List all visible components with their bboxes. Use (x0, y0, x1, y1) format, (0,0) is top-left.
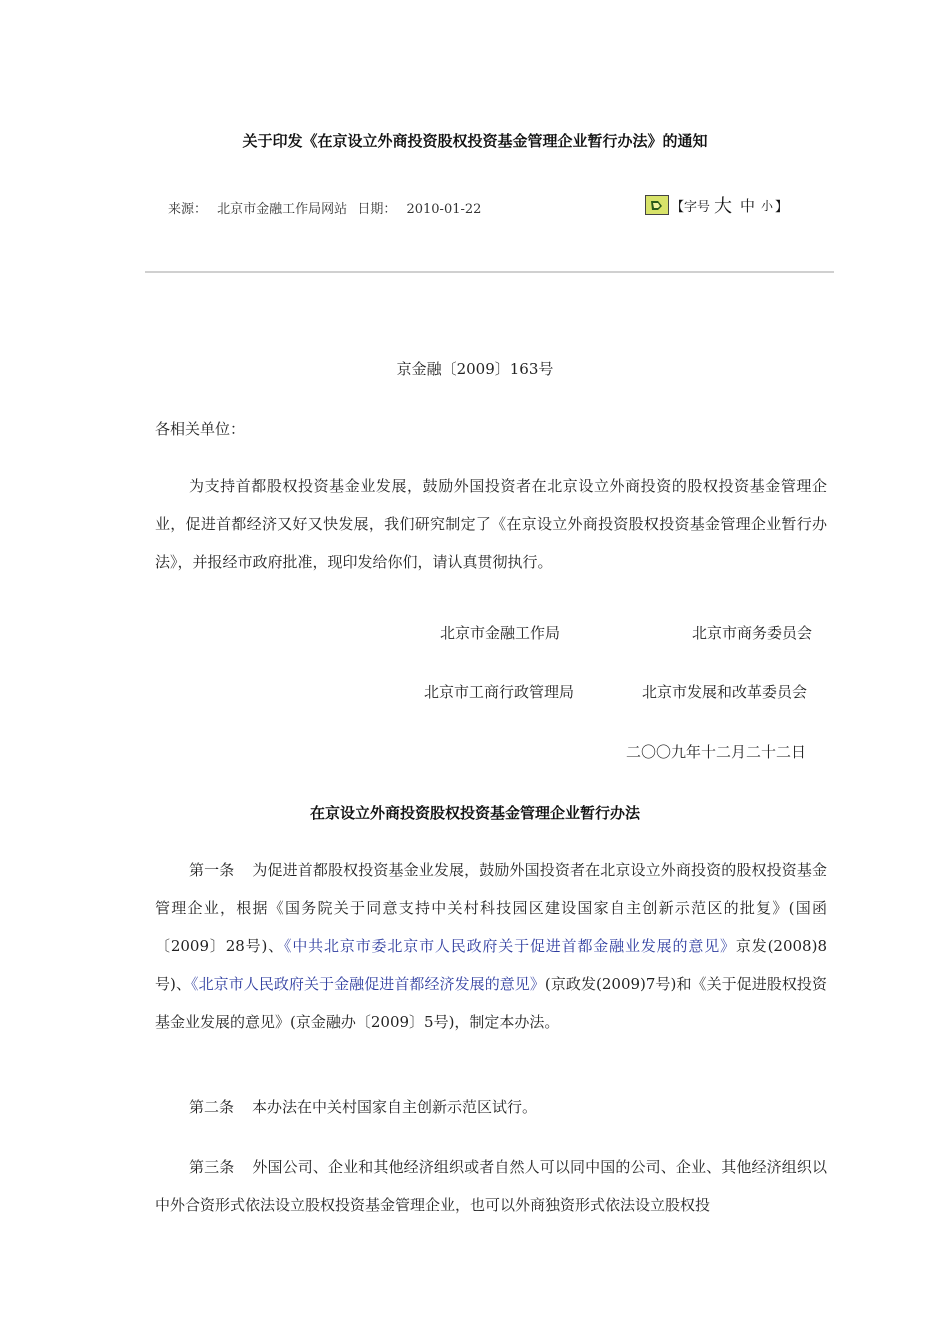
article-3 (155, 1148, 827, 1224)
font-size-close: 】 (775, 199, 789, 215)
font-size-control (645, 192, 788, 218)
article-1-text-2: 京发(2008)8号)、 (155, 937, 827, 993)
article-1-label: 第一条 (189, 861, 235, 879)
signature-org-3: 北京市工商行政管理局 (424, 683, 575, 701)
font-size-medium-button[interactable]: 中 (740, 196, 756, 215)
signature-org-2: 北京市商务委员会 (692, 624, 813, 642)
date-label: 日期： (357, 202, 397, 217)
article-1 (155, 851, 827, 1041)
intro-paragraph: 为支持首都股权投资基金业发展，鼓励外国投资者在北京设立外商投资的股权投资基金管理企业，促进首都经济又好又快发展，我们研究制定了《在京设立外商投资股权投资基金管理企业暂行办法》，并报经市政府批准，现印发给你们，请认真贯彻执行。 (155, 477, 827, 571)
divider (145, 271, 834, 273)
article-2-label: 第二条 (189, 1098, 235, 1116)
article-1-link-1[interactable]: 《中共北京市委北京市人民政府关于促进首都金融业发展的意见》 (284, 937, 736, 955)
article-1-link-2[interactable]: 《北京市人民政府关于金融促进首都经济发展的意见》 (191, 975, 545, 993)
article-1-text-3: (京政发(2009)7号)和《关于促进股权投资基金业发展的意见》(京金融办〔2009〕5号)，制定本办法。 (155, 975, 827, 1031)
salutation: 各相关单位： (155, 420, 246, 438)
source-value: 北京市金融工作局网站 (217, 202, 348, 217)
article-3-label: 第三条 (189, 1158, 235, 1176)
article-3-text: 外国公司、企业和其他经济组织或者自然人可以同中国的公司、企业、其他经济组织以中外合资形式依法设立股权投资基金管理企业，也可以外商独资形式依法设立股权投 (155, 1158, 827, 1214)
font-size-small-button[interactable]: 小 (761, 198, 774, 213)
signature-date: 二〇〇九年十二月二十二日 (626, 743, 807, 761)
font-size-icon (645, 195, 669, 215)
date-value: 2010-01-22 (406, 202, 482, 217)
signature-org-4: 北京市发展和改革委员会 (642, 683, 808, 701)
font-size-large-button[interactable]: 大 (714, 196, 733, 217)
measures-title: 在京设立外商投资股权投资基金管理企业暂行办法 (309, 804, 640, 822)
article-2 (155, 1088, 827, 1126)
page-title: 关于印发《在京设立外商投资股权投资基金管理企业暂行办法》的通知 (242, 132, 708, 150)
source-label: 来源： (168, 202, 208, 217)
article-1-text-1: 为促进首都股权投资基金业发展，鼓励外国投资者在北京设立外商投资的股权投资基金管理企业，根据《国务院关于同意支持中关村科技园区建设国家自主创新示范区的批复》(国函〔2009〕28号)、 (155, 861, 827, 955)
article-2-text: 本办法在中关村国家自主创新示范区试行。 (252, 1098, 538, 1116)
meta-line (168, 198, 487, 217)
signature-org-1: 北京市金融工作局 (440, 624, 561, 642)
font-size-open: 【字号 (671, 199, 711, 215)
document-number: 京金融〔2009〕163号 (396, 360, 554, 378)
